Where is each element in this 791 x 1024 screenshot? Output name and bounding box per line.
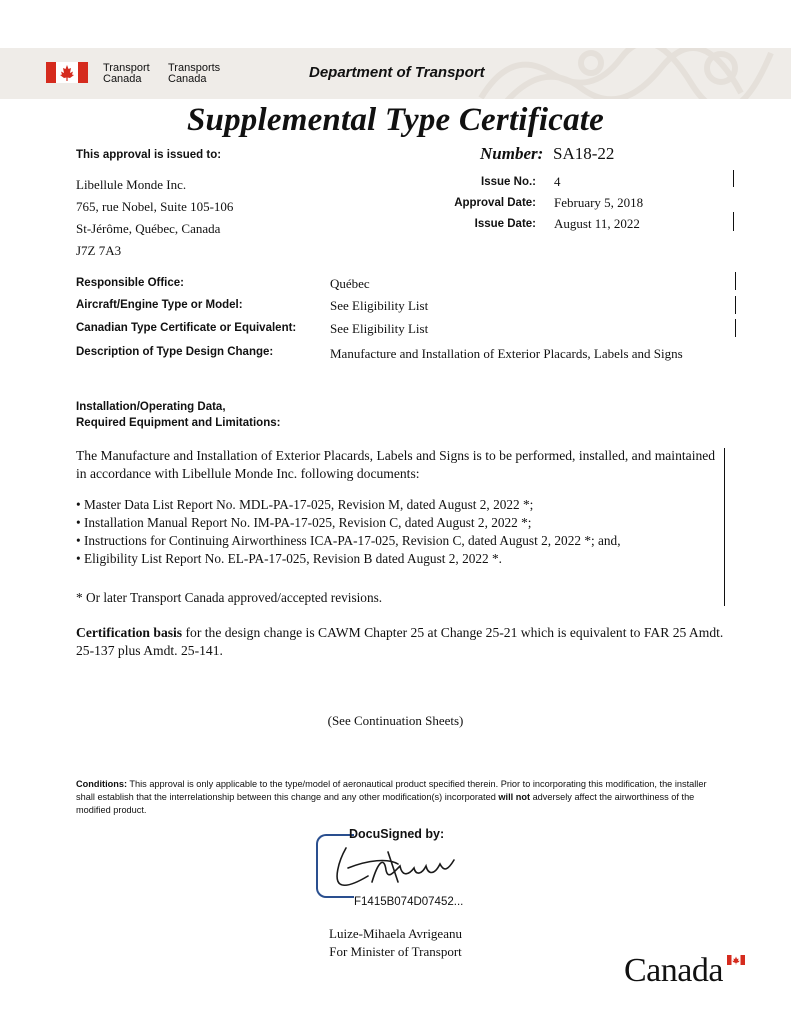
- document-list: [76, 496, 736, 568]
- wordmark-flag-icon: [727, 955, 745, 965]
- number-label: Number:: [480, 144, 544, 163]
- canada-flag-icon: [46, 62, 88, 83]
- department-title: Department of Transport: [309, 64, 485, 81]
- certification-basis: Certification basis for the design change is CAWM Chapter 25 at Change 25-21 which is equivalent to FAR 25 Amdt. 25-137 plus Amdt. 25-141.: [76, 625, 724, 658]
- continuation-note: (See Continuation Sheets): [327, 713, 464, 728]
- description-label: Description of Type Design Change:: [76, 346, 274, 358]
- issue-date-value: August 11, 2022: [554, 216, 640, 231]
- revision-bar: [733, 212, 734, 231]
- issued-to-address: [76, 174, 233, 262]
- canada-wordmark: Canada: [624, 952, 723, 989]
- description-value: Manufacture and Installation of Exterior Placards, Labels and Signs: [330, 346, 683, 361]
- issue-no-value: 4: [554, 174, 561, 189]
- issued-to-label: This approval is issued to:: [76, 149, 222, 161]
- list-item: • Installation Manual Report No. IM-PA-17-025, Revision C, dated August 2, 2022 *;: [76, 515, 532, 530]
- approval-date-label: Approval Date:: [454, 197, 536, 209]
- conditions-text: Conditions: This approval is only applicable to the type/model of aeronautical product specified therein. Prior to incorporating this modification, the installer shall establish that the interrelationship between this change and any other modification(s) incorporated will not adversely affect the airworthiness of the modified product.: [76, 779, 707, 815]
- dept-name-fr: Transports Canada: [168, 62, 221, 85]
- revision-bar: [735, 296, 736, 314]
- handwritten-signature: [328, 842, 468, 892]
- responsible-office-value: Québec: [330, 276, 370, 291]
- canadian-tc-label: Canadian Type Certificate or Equivalent:: [76, 322, 297, 334]
- address-line: Libellule Monde Inc.: [76, 177, 187, 192]
- installation-label: Installation/Operating Data, Required Equipment and Limitations:: [76, 401, 281, 429]
- list-item: • Master Data List Report No. MDL-PA-17-025, Revision M, dated August 2, 2022 *;: [76, 497, 534, 512]
- docusigned-label: DocuSigned by:: [349, 827, 445, 841]
- address-line: J7Z 7A3: [76, 243, 122, 258]
- list-item: • Instructions for Continuing Airworthiness ICA-PA-17-025, Revision C, dated August 2, 2022 *; and,: [76, 533, 621, 548]
- revision-bar: [735, 272, 736, 290]
- address-line: 765, rue Nobel, Suite 105-106: [76, 199, 234, 214]
- revision-bar: [733, 170, 734, 187]
- number-value: SA18-22: [553, 144, 615, 163]
- footnote: * Or later Transport Canada approved/accepted revisions.: [76, 590, 383, 605]
- body-paragraph: The Manufacture and Installation of Exterior Placards, Labels and Signs is to be performed, installed, and maintained in accordance with Libellule Monde Inc. following documents:: [76, 448, 716, 481]
- canadian-tc-value: See Eligibility List: [330, 321, 429, 336]
- signer-title: For Minister of Transport: [329, 944, 462, 959]
- aircraft-type-label: Aircraft/Engine Type or Model:: [76, 299, 243, 311]
- address-line: St-Jérôme, Québec, Canada: [76, 221, 221, 236]
- docusign-hash: F1415B074D07452...: [354, 896, 464, 908]
- decorative-pattern: [471, 48, 791, 99]
- dept-name-en: Transport Canada: [103, 62, 150, 85]
- approval-date-value: February 5, 2018: [554, 195, 644, 210]
- issue-date-label: Issue Date:: [474, 218, 536, 230]
- issue-no-label: Issue No.:: [481, 176, 536, 188]
- list-item: • Eligibility List Report No. EL-PA-17-025, Revision B dated August 2, 2022 *.: [76, 551, 502, 566]
- responsible-office-label: Responsible Office:: [76, 277, 184, 289]
- aircraft-type-value: See Eligibility List: [330, 298, 429, 313]
- certificate-title: Supplemental Type Certificate: [186, 102, 604, 138]
- revision-bar: [735, 319, 736, 337]
- signer-name: Luize-Mihaela Avrigeanu: [329, 926, 462, 941]
- revision-bar: [724, 448, 725, 606]
